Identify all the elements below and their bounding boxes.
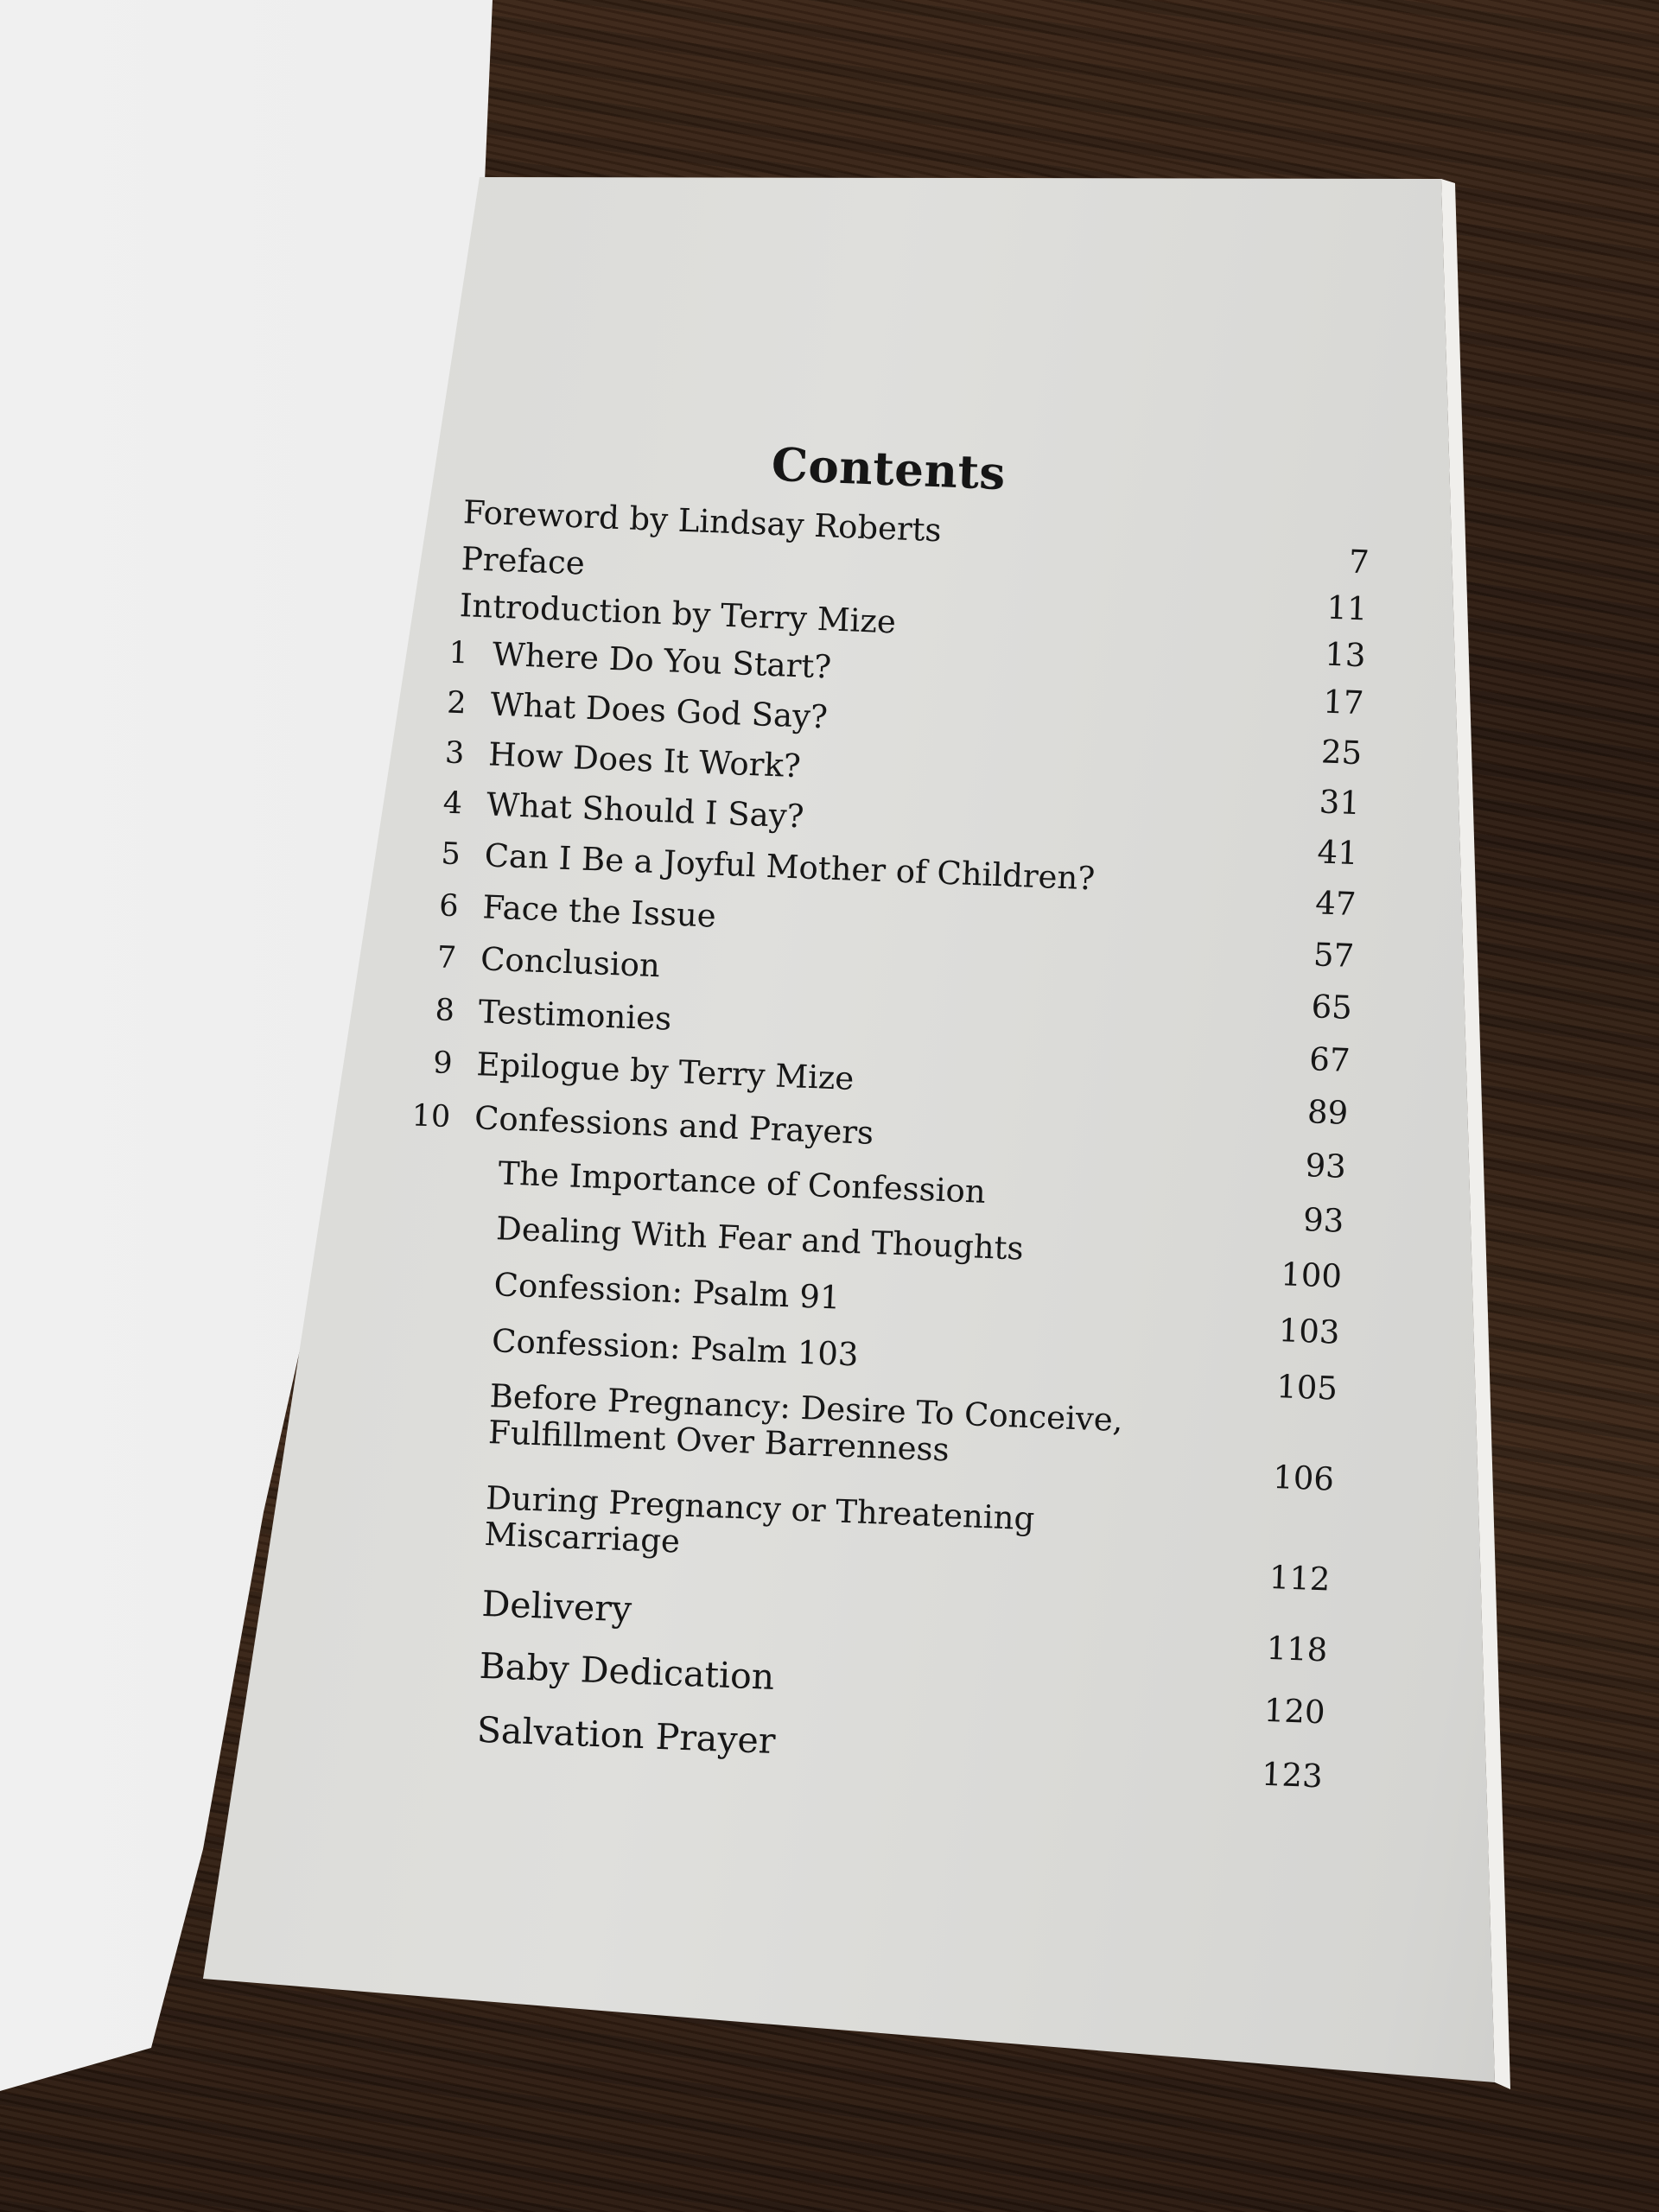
- toc-page-number: 106: [1272, 1458, 1335, 1498]
- toc-sub-during-pregnancy: [364, 1476, 1332, 1599]
- toc-entry-label: Dealing With Fear and Thoughts: [495, 1210, 1025, 1268]
- toc-page-number: 7: [1348, 543, 1370, 582]
- toc-page-number: 11: [1325, 588, 1369, 628]
- toc-entry-label: Before Pregnancy: Desire To Conceive, Fulfillment Over Barrenness: [487, 1377, 1124, 1469]
- toc-entry-label: Salvation Prayer: [476, 1708, 777, 1763]
- toc-entry-label: Where Do You Start?: [491, 635, 832, 686]
- toc-entry-label: Introduction by Terry Mize: [459, 587, 897, 641]
- chapter-number: 3: [444, 735, 466, 772]
- toc-page-number: 47: [1314, 884, 1357, 924]
- toc-page-number: 93: [1302, 1201, 1345, 1240]
- toc-entry-label: Testimonies: [478, 993, 672, 1038]
- toc-entry-label: Confession: Psalm 103: [491, 1322, 860, 1374]
- toc-entry-label: How Does It Work?: [487, 735, 802, 785]
- toc-page-number: 103: [1277, 1312, 1341, 1351]
- toc-entry-label: Can I Be a Joyful Mother of Children?: [484, 836, 1096, 898]
- toc-page-number: 100: [1280, 1255, 1343, 1295]
- page-title: Contents: [770, 437, 1007, 501]
- toc-entry-label: Epilogue by Terry Mize: [475, 1046, 855, 1097]
- toc-page-number: 120: [1263, 1691, 1326, 1732]
- toc-entry-label: Baby Dedication: [478, 1644, 776, 1698]
- toc-page-number: 13: [1324, 635, 1367, 675]
- chapter-number: 5: [440, 836, 461, 873]
- toc-page-number: 65: [1310, 988, 1353, 1027]
- toc-page-number: 67: [1308, 1040, 1351, 1079]
- toc-page-number: 123: [1261, 1755, 1324, 1796]
- chapter-number: 7: [436, 940, 458, 976]
- chapter-number: 2: [446, 685, 467, 721]
- toc-page-number: 118: [1265, 1629, 1329, 1669]
- toc-entry-label: Confessions and Prayers: [474, 1099, 874, 1152]
- toc-page-number: 25: [1320, 733, 1363, 772]
- table-of-contents: [353, 414, 1373, 1850]
- toc-page-number: 89: [1306, 1093, 1349, 1132]
- toc-entry-label: Face the Issue: [481, 888, 717, 935]
- toc-page-number: 41: [1316, 833, 1359, 873]
- chapter-number: 9: [432, 1046, 454, 1082]
- toc-entry-label: During Pregnancy or Threatening Miscarriage: [483, 1478, 1036, 1560]
- toc-entry-label: Confession: Psalm 91: [493, 1266, 842, 1317]
- toc-page-number: 105: [1275, 1368, 1338, 1408]
- chapter-number: 4: [442, 785, 463, 822]
- toc-page-number: 31: [1319, 783, 1361, 823]
- toc-page-number: 17: [1322, 683, 1365, 722]
- chapter-number: 10: [410, 1098, 451, 1135]
- toc-page-number: 93: [1304, 1147, 1347, 1185]
- toc-entry-label: What Does God Say?: [489, 685, 829, 736]
- toc-entry-label: What Should I Say?: [486, 785, 805, 836]
- chapter-number: 6: [438, 888, 460, 925]
- toc-page-number: 57: [1313, 936, 1355, 976]
- toc-entry-label: Delivery: [480, 1582, 632, 1630]
- toc-entry-label: Preface: [461, 540, 586, 582]
- chapter-number: 1: [448, 635, 469, 671]
- toc-page-number: 112: [1268, 1558, 1332, 1599]
- toc-entry-label: The Importance of Confession: [497, 1154, 987, 1211]
- toc-entry-label: Foreword by Lindsay Roberts: [462, 493, 943, 550]
- chapter-number: 8: [434, 993, 455, 1029]
- toc-entry-label: Conclusion: [480, 940, 661, 985]
